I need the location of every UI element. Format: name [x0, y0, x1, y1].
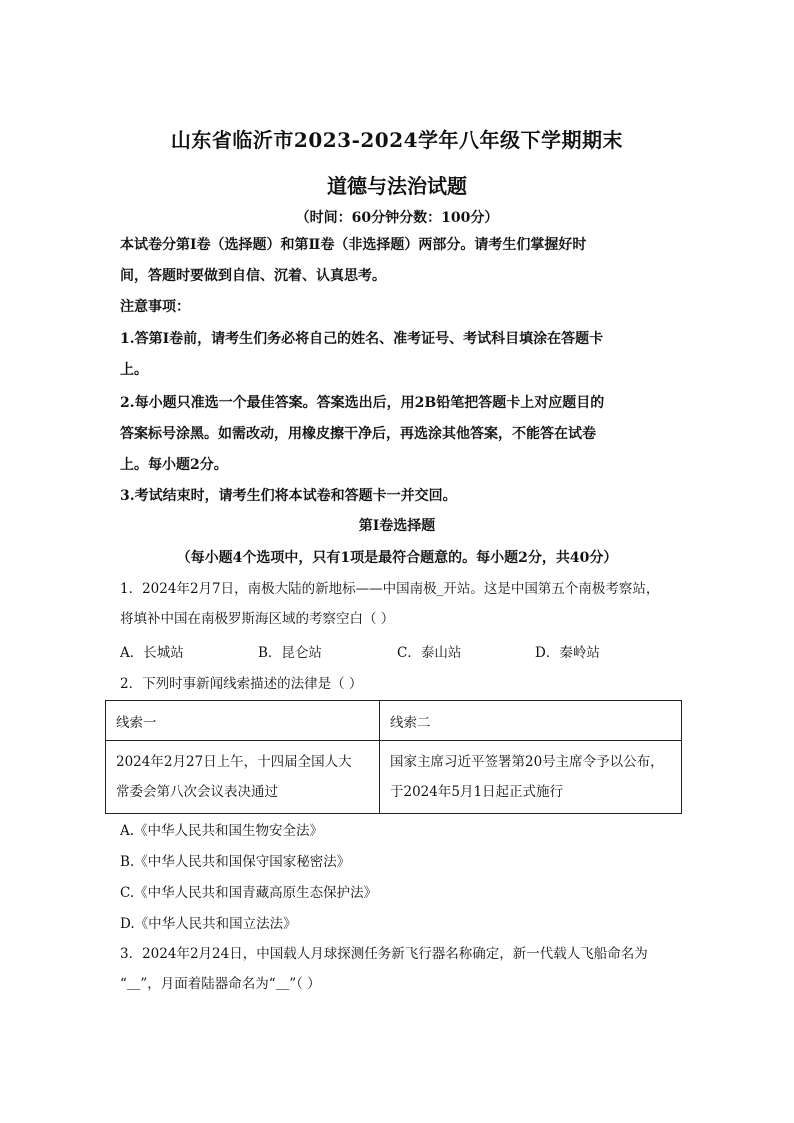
- option-a: A．长城站: [120, 645, 184, 661]
- option-b: B.《中华人民共和国保守国家秘密法》: [120, 854, 351, 870]
- question-1: [120, 574, 690, 634]
- intro-line: 间，答题时要做到自信、沉着、认真思考。: [120, 268, 386, 284]
- question-stem: “＿”，月面着陆器命名为“＿”（ ）: [120, 976, 321, 992]
- exam-subject-title: 道德与法治试题: [327, 174, 467, 198]
- exam-title: 山东省临沂市2023-2024学年八年级下学期期末: [170, 128, 624, 152]
- table-header-clue-2: 线索二: [380, 701, 682, 741]
- intro-line: 本试卷分第Ⅰ卷（选择题）和第Ⅱ卷（非选择题）两部分。请考生们掌握好时: [120, 237, 587, 253]
- option-c: C．泰山站: [397, 645, 462, 661]
- question-stem: 3．2024年2月24日，中国载人月球探测任务新飞行器名称确定，新一代载人飞船命名为: [120, 946, 648, 962]
- table-row: [106, 701, 682, 741]
- notice-item-1: 1.答第Ⅰ卷前，请考生们务必将自己的姓名、准考证号、考试科目填涂在答题卡 上。: [120, 331, 604, 378]
- question-stem: 2．下列时事新闻线索描述的法律是（ ）: [120, 676, 363, 692]
- question-stem: 1．2024年2月7日，南极大陆的新地标——中国南极_开站。这是中国第五个南极考察站，: [120, 581, 660, 597]
- exam-intro: [120, 230, 680, 292]
- option-d: D.《中华人民共和国立法法》: [120, 916, 297, 932]
- notice-heading: 注意事项：: [120, 299, 190, 315]
- question-3: [120, 939, 690, 999]
- notice-item-3: 3.考试结束时，请考生们将本试卷和答题卡一并交回。: [120, 488, 457, 504]
- question-2: [120, 669, 690, 699]
- table-header-clue-1: 线索一: [106, 701, 380, 741]
- exam-time-score: （时间：60分钟分数：100分）: [295, 210, 499, 226]
- option-d: D．秦岭站: [535, 645, 600, 661]
- table-row: [106, 741, 682, 814]
- clue-table: [105, 700, 682, 814]
- notice-item-2: 2.每小题只准选一个最佳答案。答案选出后，用2B铅笔把答题卡上对应题目的 答案标号涂黑。如需改动，用橡皮擦干净后，再选涂其他答案，不能答在试卷 上。每小题2分。: [120, 395, 605, 473]
- table-cell-clue-2: 国家主席习近平签署第20号主席令予以公布， 于2024年5月1日起正式施行: [380, 741, 682, 814]
- table-cell-clue-1: 2024年2月27日上午，十四届全国人大 常委会第八次会议表决通过: [106, 741, 380, 814]
- question-stem: 将填补中国在南极罗斯海区域的考察空白（ ）: [120, 611, 395, 627]
- section-title: 第Ⅰ卷选择题: [358, 518, 436, 534]
- option-a: A.《中华人民共和国生物安全法》: [120, 823, 324, 839]
- section-note: （每小题4个选项中，只有1项是最符合题意的。每小题2分，共40分）: [176, 550, 618, 566]
- question-2-options: [120, 816, 680, 940]
- question-1-options: [120, 638, 690, 668]
- option-c: C.《中华人民共和国青藏高原生态保护法》: [120, 885, 378, 901]
- option-b: B．昆仑站: [258, 645, 322, 661]
